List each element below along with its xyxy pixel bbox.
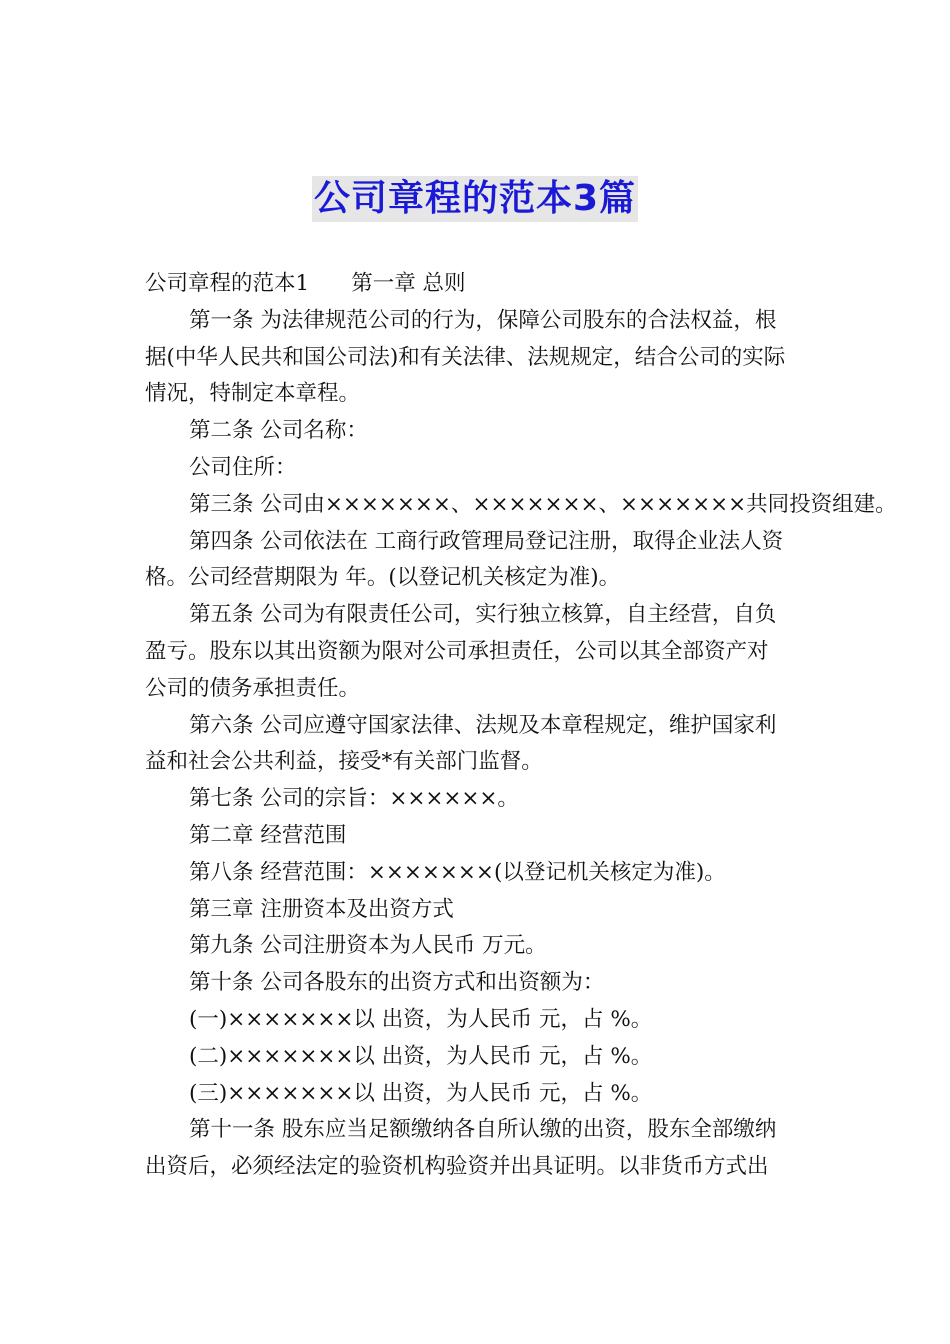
text-line: 益和社会公共利益，接受*有关部门监督。: [145, 749, 543, 775]
text-line: 据(中华人民共和国公司法)和有关法律、法规规定，结合公司的实际: [145, 344, 786, 370]
text-line: 第五条 公司为有限责任公司，实行独立核算，自主经营，自负: [189, 602, 777, 628]
chapter-title: 第二章 经营范围: [189, 822, 347, 848]
text-line: 出资后，必须经法定的验资机构验资并出具证明。以非货币方式出: [145, 1154, 769, 1180]
text-line: 第四条 公司依法在 工商行政管理局登记注册，取得企业法人资: [189, 528, 784, 554]
list-item: (三)×××××××以 出资，为人民币 元，占 %。: [189, 1080, 653, 1106]
chapter-heading: 第一章 总则: [351, 271, 466, 296]
section-header-line: [145, 266, 810, 303]
text-line: 第九条 公司注册资本为人民币 万元。: [189, 933, 547, 959]
document-body: [145, 266, 897, 1186]
text-line: 盈亏。股东以其出资额为限对公司承担责任，公司以其全部资产对: [145, 638, 769, 664]
template-heading: 公司章程的范本1: [145, 271, 310, 296]
title-container: [0, 176, 950, 222]
text-line: 第一条 为法律规范公司的行为，保障公司股东的合法权益，根: [189, 307, 777, 333]
text-line: 公司的债务承担责任。: [145, 675, 361, 701]
text-line: 第三条 公司由×××××××、×××××××、×××××××共同投资组建。: [189, 491, 897, 517]
text-line: 第八条 经营范围：×××××××(以登记机关核定为准)。: [189, 859, 726, 885]
text-line: 情况，特制定本章程。: [145, 381, 361, 407]
list-item: (一)×××××××以 出资，为人民币 元，占 %。: [189, 1006, 653, 1032]
document-title: 公司章程的范本3篇: [312, 176, 638, 222]
text-line: 第七条 公司的宗旨：××××××。: [189, 786, 519, 812]
text-line: 公司住所：: [189, 454, 297, 480]
text-line: 第二条 公司名称：: [189, 418, 368, 444]
list-item: (二)×××××××以 出资，为人民币 元，占 %。: [189, 1043, 653, 1069]
text-line: 第十条 公司各股东的出资方式和出资额为：: [189, 970, 605, 996]
chapter-title: 第三章 注册资本及出资方式: [189, 896, 454, 922]
text-line: 第十一条 股东应当足额缴纳各自所认缴的出资，股东全部缴纳: [189, 1117, 777, 1143]
text-line: 格。公司经营期限为 年。(以登记机关核定为准)。: [145, 565, 621, 591]
text-line: 第六条 公司应遵守国家法律、法规及本章程规定，维护国家利: [189, 712, 777, 738]
